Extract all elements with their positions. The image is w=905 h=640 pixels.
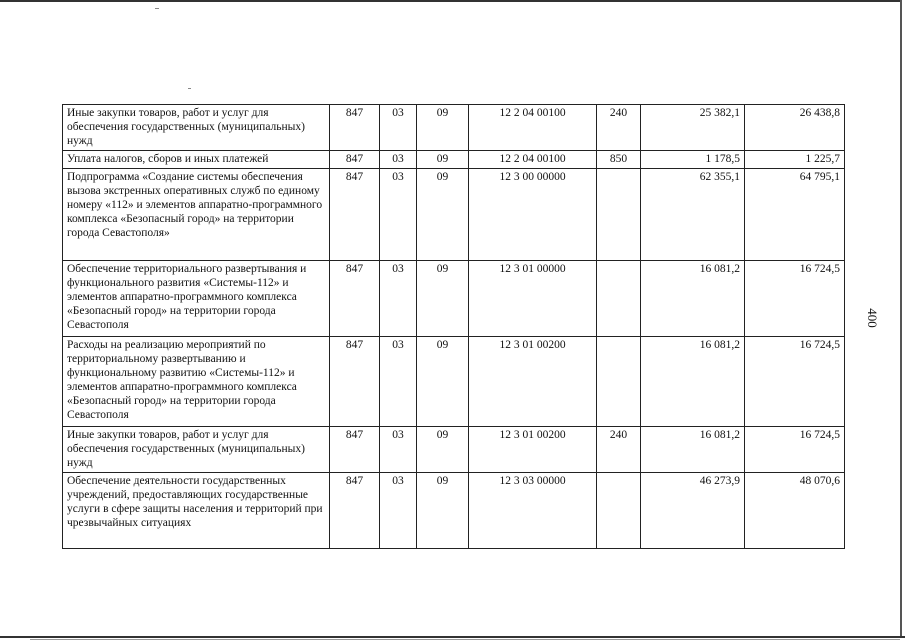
ved-cell: 847 [330, 169, 380, 261]
section-cell: 03 [380, 261, 417, 337]
table-row [63, 473, 845, 549]
amount-year1-cell: 46 273,9 [641, 473, 745, 549]
expense-type-cell [597, 473, 641, 549]
ved-cell: 847 [330, 337, 380, 427]
amount-year2-cell: 26 438,8 [745, 105, 845, 151]
amount-year2-cell: 1 225,7 [745, 151, 845, 169]
amount-year1-cell: 16 081,2 [641, 337, 745, 427]
section-cell: 03 [380, 169, 417, 261]
table-row [63, 169, 845, 261]
amount-year1-cell: 16 081,2 [641, 427, 745, 473]
page-number: 400 [864, 308, 880, 328]
table-row [63, 151, 845, 169]
table-row [63, 427, 845, 473]
target-article-cell: 12 3 00 00000 [469, 169, 597, 261]
scan-border-bottom [0, 636, 905, 638]
ved-cell: 847 [330, 151, 380, 169]
subsection-cell: 09 [417, 427, 469, 473]
row-name-cell: Обеспечение территориального развертывания и функционального развития «Системы-112» и элементов аппаратно-программного комплекса «Безопасный город» на территории города Севастополя [63, 261, 330, 337]
table-row [63, 261, 845, 337]
subsection-cell: 09 [417, 169, 469, 261]
subsection-cell: 09 [417, 151, 469, 169]
expense-type-cell [597, 169, 641, 261]
amount-year2-cell: 64 795,1 [745, 169, 845, 261]
subsection-cell: 09 [417, 261, 469, 337]
expense-type-cell [597, 261, 641, 337]
ved-cell: 847 [330, 427, 380, 473]
target-article-cell: 12 3 01 00200 [469, 337, 597, 427]
scan-speck [155, 8, 159, 9]
section-cell: 03 [380, 105, 417, 151]
row-name-cell: Обеспечение деятельности государственных учреждений, предоставляющих государственные услуги в сфере защиты населения и территорий при чрезвычайных ситуациях [63, 473, 330, 549]
section-cell: 03 [380, 473, 417, 549]
amount-year1-cell: 62 355,1 [641, 169, 745, 261]
scan-speck [188, 88, 191, 89]
expense-type-cell: 240 [597, 105, 641, 151]
section-cell: 03 [380, 151, 417, 169]
row-name-cell: Расходы на реализацию мероприятий по территориальному развертыванию и функциональному развитию «Системы-112» и элементов аппаратно-программного комплекса «Безопасный город» на территории города Севастополя [63, 337, 330, 427]
amount-year2-cell: 16 724,5 [745, 337, 845, 427]
subsection-cell: 09 [417, 473, 469, 549]
section-cell: 03 [380, 337, 417, 427]
expense-type-cell: 850 [597, 151, 641, 169]
amount-year2-cell: 16 724,5 [745, 427, 845, 473]
scan-border-top [0, 0, 900, 2]
ved-cell: 847 [330, 261, 380, 337]
amount-year2-cell: 48 070,6 [745, 473, 845, 549]
row-name-cell: Подпрограмма «Создание системы обеспечения вызова экстренных оперативных служб по единому номеру «112» и элементов аппаратно-программного комплекса «Безопасный город» на территории города Севастополя» [63, 169, 330, 261]
row-name-cell: Иные закупки товаров, работ и услуг для обеспечения государственных (муниципальных) нужд [63, 427, 330, 473]
amount-year1-cell: 25 382,1 [641, 105, 745, 151]
row-name-cell: Уплата налогов, сборов и иных платежей [63, 151, 330, 169]
section-cell: 03 [380, 427, 417, 473]
ved-cell: 847 [330, 105, 380, 151]
target-article-cell: 12 3 01 00200 [469, 427, 597, 473]
budget-table [62, 104, 845, 549]
ved-cell: 847 [330, 473, 380, 549]
table-row [63, 105, 845, 151]
target-article-cell: 12 2 04 00100 [469, 105, 597, 151]
target-article-cell: 12 2 04 00100 [469, 151, 597, 169]
amount-year1-cell: 1 178,5 [641, 151, 745, 169]
amount-year1-cell: 16 081,2 [641, 261, 745, 337]
target-article-cell: 12 3 01 00000 [469, 261, 597, 337]
expense-type-cell [597, 337, 641, 427]
target-article-cell: 12 3 03 00000 [469, 473, 597, 549]
table-row [63, 337, 845, 427]
subsection-cell: 09 [417, 337, 469, 427]
row-name-cell: Иные закупки товаров, работ и услуг для обеспечения государственных (муниципальных) нужд [63, 105, 330, 151]
amount-year2-cell: 16 724,5 [745, 261, 845, 337]
expense-type-cell: 240 [597, 427, 641, 473]
subsection-cell: 09 [417, 105, 469, 151]
scan-border-right [900, 0, 902, 636]
